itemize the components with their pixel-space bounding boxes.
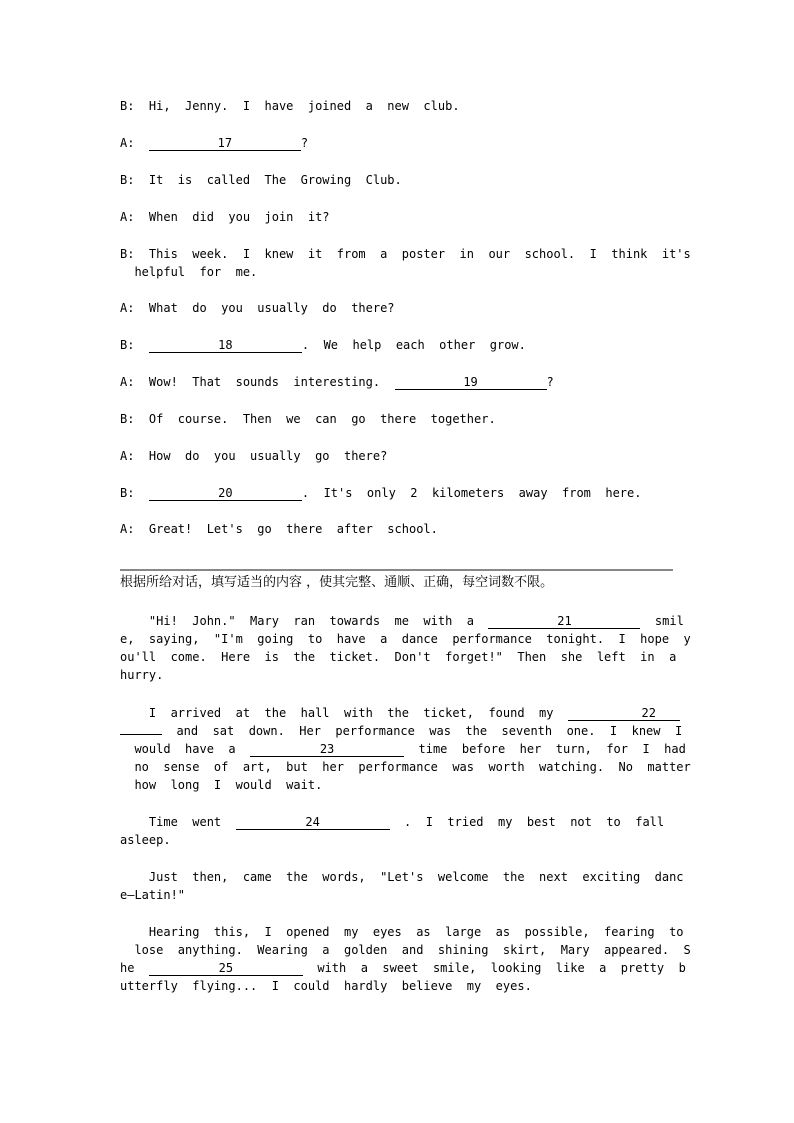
story-line: Just then, came the words, "Let's welcome the next exciting danc <box>120 870 684 884</box>
line-text: . We help each other grow. <box>301 338 526 352</box>
story-line <box>120 740 686 758</box>
line-text: . It's only 2 kilometers away from here. <box>301 486 642 500</box>
dialogue-line: A: When did you join it? <box>120 210 330 224</box>
blank-25[interactable]: 25 <box>149 962 303 976</box>
story-line <box>120 612 684 630</box>
line-text: smil <box>640 614 684 628</box>
line-text: with a sweet smile, looking like a pretty b <box>302 961 686 975</box>
dialogue-line: A: What do you usually do there? <box>120 301 395 315</box>
line-text: Time went <box>120 815 236 829</box>
story-line: Hearing this, I opened my eyes as large as possible, fearing to <box>120 925 684 939</box>
story-line: hurry. <box>120 668 164 682</box>
dialogue-line: A: How do you usually go there? <box>120 449 388 463</box>
line-text: ? <box>300 136 309 150</box>
line-text: "Hi! John." Mary ran towards me with a <box>120 614 489 628</box>
dialogue-line <box>120 484 673 502</box>
blank-21[interactable]: 21 <box>488 615 640 629</box>
story-line: no sense of art, but her performance was worth watching. No matter <box>120 760 691 774</box>
line-text: and sat down. Her performance was the seventh one. I knew I <box>162 724 683 738</box>
story-line: asleep. <box>120 833 171 847</box>
speaker-text: B: <box>120 486 149 500</box>
story-line <box>120 722 683 740</box>
dialogue-line: B: This week. I knew it from a poster in our school. I think it's <box>120 247 691 261</box>
dialogue-line <box>120 336 673 354</box>
story-line: utterfly flying... I could hardly believe my eyes. <box>120 979 532 993</box>
section-divider <box>120 569 673 571</box>
line-text: A: Wow! That sounds interesting. <box>120 375 395 389</box>
speaker-text: B: <box>120 338 149 352</box>
story-line <box>120 704 673 722</box>
blank-22[interactable]: 22 <box>568 707 680 721</box>
blank-20[interactable]: 20 <box>149 487 302 501</box>
dialogue-line: B: Hi, Jenny. I have joined a new club. <box>120 99 460 113</box>
dialogue-line: helpful for me. <box>120 265 258 279</box>
dialogue-line: A: Great! Let's go there after school. <box>120 522 438 536</box>
story-line <box>120 959 686 977</box>
blank-24[interactable]: 24 <box>236 816 390 830</box>
dialogue-line <box>120 134 673 152</box>
dialogue-line: B: It is called The Growing Club. <box>120 173 402 187</box>
story-line: e—Latin!" <box>120 888 186 902</box>
line-text: he <box>120 961 149 975</box>
blank-19[interactable]: 19 <box>395 376 547 390</box>
story-line: how long I would wait. <box>120 778 323 792</box>
blank-23[interactable]: 23 <box>250 743 404 757</box>
line-text: ? <box>546 375 554 389</box>
story-line: ou'll come. Here is the ticket. Don't forget!" Then she left in a <box>120 650 677 664</box>
blank-22-continued[interactable] <box>120 734 162 735</box>
line-text: time before her turn, for I had <box>404 742 686 756</box>
blank-18[interactable]: 18 <box>149 339 302 353</box>
dialogue-line: B: Of course. Then we can go there together. <box>120 412 496 426</box>
line-text: I arrived at the hall with the ticket, found my <box>120 706 568 720</box>
speaker-text: A: <box>120 136 149 150</box>
dialogue-line <box>120 373 673 391</box>
story-line: e, saying, "I'm going to have a dance performance tonight. I hope y <box>120 632 691 646</box>
instruction-text: 根据所给对话，填写适当的内容 ，使其完整、通顺、正确，每空词数不限。 <box>120 575 554 590</box>
line-text: would have a <box>120 742 251 756</box>
blank-17[interactable]: 17 <box>149 137 301 151</box>
line-text: . I tried my best not to fall <box>389 815 665 829</box>
story-line <box>120 813 673 831</box>
story-line: lose anything. Wearing a golden and shining skirt, Mary appeared. S <box>120 943 691 957</box>
